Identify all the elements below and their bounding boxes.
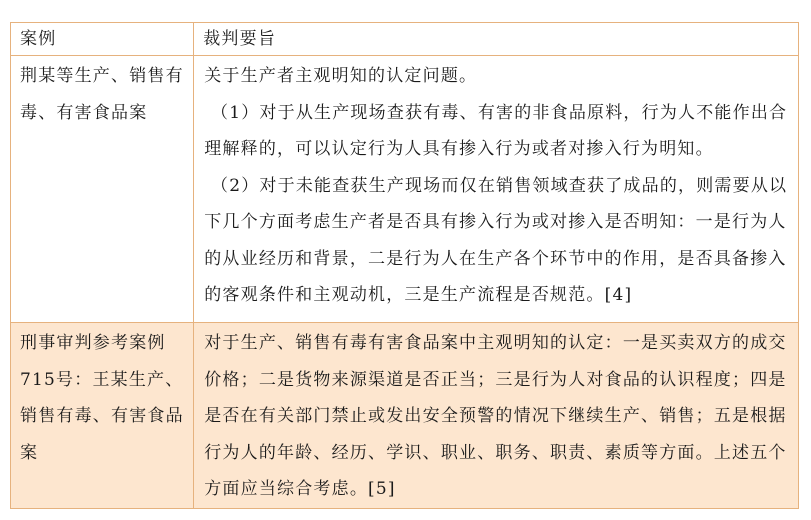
- header-gist: 裁判要旨: [203, 29, 277, 49]
- gist-text: 对于生产、销售有毒有害食品案中主观明知的认定：一是买卖双方的成交价格；二是货物来源渠道是否正当；三是行为人对食品的认识程度；四是是否在有关部门禁止或发出安全预警的情况下继续生产、销售；五是根据行为人的年龄、经历、学识、职业、职务、职责、素质等方面。上述五个方面应当综合考虑。[5]: [204, 333, 787, 499]
- case-cell: [11, 56, 194, 323]
- case-cell: [11, 323, 194, 509]
- header-case: 案例: [20, 29, 57, 49]
- gist-cell: [194, 323, 799, 509]
- table-row: [11, 56, 799, 323]
- gist-cell: [194, 56, 799, 323]
- header-gist-cell: [194, 23, 799, 56]
- case-table: [10, 22, 799, 509]
- case-name: 刑事审判参考案例715号：王某生产、销售有毒、有害食品案: [20, 333, 184, 463]
- gist-text: （2）对于未能查获生产现场而仅在销售领域查获了成品的，则需要从以下几个方面考虑生产者是否具有掺入行为或对掺入是否明知：一是行为人的从业经历和背景，二是行为人在生产各个环节中的作用，是否具备掺入的客观条件和主观动机，三是生产流程是否规范。[4]: [204, 175, 788, 305]
- table-header-row: [11, 23, 799, 56]
- gist-text: （1）对于从生产现场查获有毒、有害的非食品原料，行为人不能作出合理解释的，可以认定行为人具有掺入行为或者对掺入行为明知。: [204, 102, 788, 159]
- case-name: 荆某等生产、销售有毒、有害食品案: [20, 66, 184, 123]
- gist-text: 关于生产者主观明知的认定问题。: [204, 66, 478, 86]
- table-row: [11, 323, 799, 509]
- header-case-cell: [11, 23, 194, 56]
